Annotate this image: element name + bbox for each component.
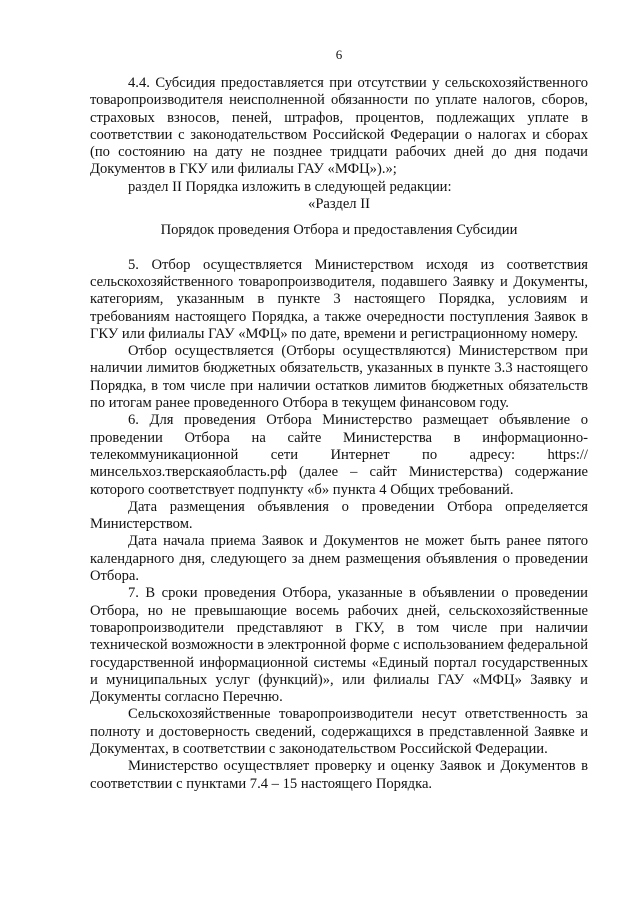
paragraph-amendment-intro: раздел II Порядка изложить в следующей редакции:: [128, 178, 452, 195]
spacer: [90, 213, 588, 222]
paragraph-6: 6. Для проведения Отбора Министерство размещает объявление о проведении Отбора на сайте Министерства в информационно-телекоммуникационной сети Интернет по адресу: https://минсельхоз.тверскаяобласть.рф (далее – сайт Министерства) содержание которого соответствует подпункту «б» пункта 4 Общих требований.: [90, 412, 588, 498]
section-heading: «Раздел II: [308, 196, 370, 213]
paragraph-7: 7. В сроки проведения Отбора, указанные в объявлении о проведении Отбора, но не превышающие восемь рабочих дней, сельскохозяйственные товаропроизводители представляют в ГКУ, в том числе при наличии технической возможности в электронной форме с использованием федеральной государственной информационной системы «Единый портал государственных и муниципальных услуг (функций)», или филиалы ГАУ «МФЦ» Заявку и Документы согласно Перечню.: [90, 585, 588, 706]
section-title: Порядок проведения Отбора и предоставления Субсидии: [160, 222, 518, 239]
paragraph-5: 5. Отбор осуществляется Министерством исходя из соответствия сельскохозяйственного товаропроизводителя, подавшего Заявку и Документы, категориям, указанным в пункте 3 настоящего Порядка, условиям и требованиям настоящего Порядка, а также очередности поступления Заявок в ГКУ или филиалы ГАУ «МФЦ» по дате, времени и регистрационному номеру.: [90, 256, 588, 342]
spacer: [90, 240, 588, 257]
page-number: 6: [335, 47, 343, 62]
paragraph-4-4: 4.4. Субсидия предоставляется при отсутствии у сельскохозяйственного товаропроизводителя неисполненной обязанности по уплате налогов, сборов, страховых взносов, пеней, штрафов, процентов, подлежащих уплате в соответствии с законодательством Российской Федерации о налогах и сборах (по состоянию на дату не позднее тридцати рабочих дней до дня подачи Документов в ГКУ или филиалы ГАУ «МФЦ»).»;: [90, 75, 588, 178]
paragraph-responsibility: Сельскохозяйственные товаропроизводители несут ответственность за полноту и достоверность сведений, содержащихся в представленной Заявке и Документах, в соответствии с законодательством Российской Федерации.: [90, 706, 588, 757]
paragraph-verification: Министерство осуществляет проверку и оценку Заявок и Документов в соответствии с пунктами 7.4 – 15 настоящего Порядка.: [90, 758, 588, 792]
paragraph-selection-limits: Отбор осуществляется (Отборы осуществляются) Министерством при наличии лимитов бюджетных обязательств, указанных в пункте 3.3 настоящего Порядка, в том числе при наличии остатков лимитов бюджетных обязательств по итогам ранее проведенного Отбора в текущем финансовом году.: [90, 343, 588, 412]
paragraph-announcement-date: Дата размещения объявления о проведении Отбора определяется Министерством.: [90, 498, 588, 533]
paragraph-acceptance-start: Дата начала приема Заявок и Документов не может быть ранее пятого календарного дня, следующего за днем размещения объявления о проведении Отбора.: [90, 533, 588, 585]
